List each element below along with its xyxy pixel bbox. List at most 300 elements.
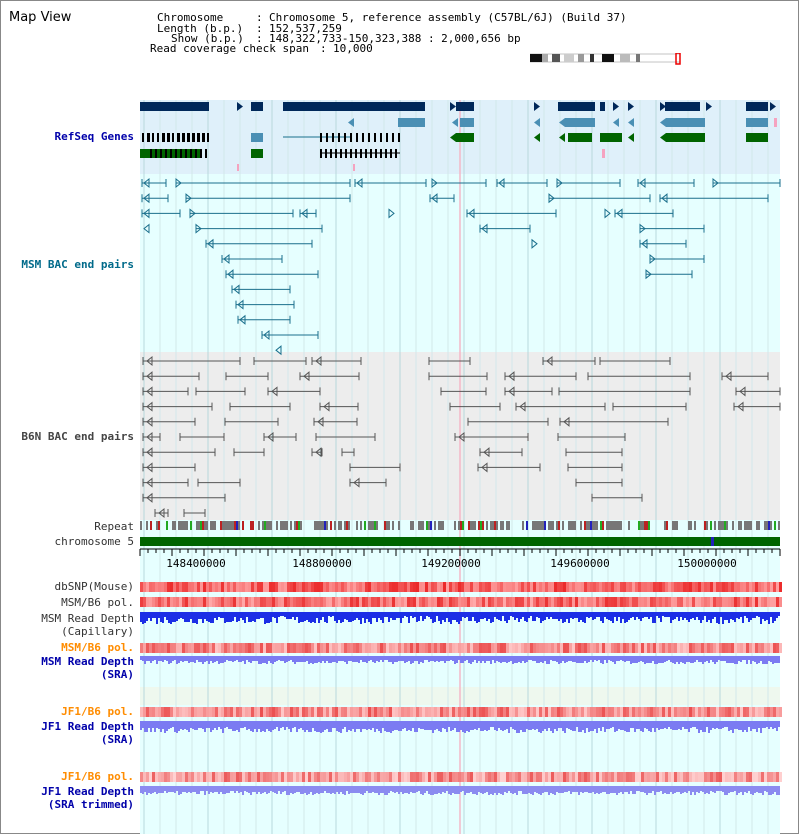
heat-cell: [479, 597, 482, 607]
depth-bar: [590, 612, 592, 617]
heat-cell: [149, 643, 152, 653]
depth-bar: [408, 612, 410, 623]
depth-bar: [564, 786, 566, 792]
heat-cell: [725, 707, 728, 717]
heat-cell: [551, 582, 554, 592]
repeat-mark: [294, 521, 296, 530]
heat-cell: [479, 643, 482, 653]
heat-cell: [617, 772, 620, 782]
repeat-mark: [492, 521, 494, 530]
depth-bar: [360, 612, 362, 624]
heat-cell: [452, 582, 455, 592]
depth-bar: [236, 721, 238, 730]
heat-cell: [398, 707, 401, 717]
depth-bar: [418, 721, 420, 728]
depth-bar: [246, 721, 248, 730]
heat-cell: [500, 707, 503, 717]
depth-bar: [728, 612, 730, 623]
heat-cell: [671, 582, 674, 592]
depth-bar: [178, 656, 180, 663]
depth-bar: [324, 721, 326, 730]
depth-bar: [528, 656, 530, 660]
repeat-mark: [640, 521, 642, 530]
depth-bar: [552, 612, 554, 619]
heat-cell: [410, 597, 413, 607]
depth-bar: [438, 786, 440, 793]
heat-cell: [482, 643, 485, 653]
depth-bar: [196, 656, 198, 660]
depth-bar: [494, 786, 496, 793]
heat-cell: [686, 582, 689, 592]
heat-cell: [371, 707, 374, 717]
depth-bar: [516, 612, 518, 618]
depth-bar: [298, 786, 300, 792]
depth-bar: [358, 612, 360, 620]
depth-bar: [598, 612, 600, 617]
depth-bar: [724, 612, 726, 620]
heat-cell: [257, 597, 260, 607]
depth-bar: [250, 786, 252, 795]
depth-bar: [576, 721, 578, 727]
depth-bar: [454, 612, 456, 620]
depth-bar: [756, 612, 758, 616]
depth-bar: [154, 721, 156, 732]
depth-bar: [640, 656, 642, 661]
heat-cell: [254, 772, 257, 782]
depth-bar: [452, 786, 454, 793]
heat-cell: [554, 582, 557, 592]
depth-bar: [242, 612, 244, 620]
depth-bar: [766, 612, 768, 620]
heat-cell: [290, 772, 293, 782]
repeat-mark: [242, 521, 244, 530]
depth-bar: [358, 721, 360, 729]
depth-bar: [450, 612, 452, 624]
depth-bar: [262, 721, 264, 731]
depth-bar: [742, 612, 744, 623]
heat-cell: [320, 582, 323, 592]
depth-bar: [646, 656, 648, 663]
length-sep: :: [256, 22, 263, 35]
heat-cell: [467, 597, 470, 607]
heat-cell: [485, 597, 488, 607]
repeat-mark: [738, 521, 740, 530]
heat-cell: [389, 707, 392, 717]
depth-bar: [326, 721, 328, 729]
depth-bar: [338, 612, 340, 620]
depth-bar: [478, 656, 480, 661]
depth-bar: [454, 786, 456, 794]
depth-bar: [468, 786, 470, 793]
depth-bar: [238, 721, 240, 732]
heat-cell: [572, 582, 575, 592]
depth-bar: [346, 721, 348, 732]
depth-bar: [614, 656, 616, 664]
depth-bar: [652, 656, 654, 661]
depth-bar: [608, 721, 610, 729]
depth-bar: [330, 721, 332, 732]
depth-bar: [658, 612, 660, 618]
heat-cell: [386, 597, 389, 607]
heat-cell: [530, 582, 533, 592]
repeat-mark: [468, 521, 470, 530]
repeat-mark: [724, 521, 726, 530]
depth-bar: [276, 612, 278, 623]
depth-bar: [444, 786, 446, 793]
depth-bar: [678, 656, 680, 664]
depth-bar: [646, 612, 648, 617]
depth-bar: [470, 656, 472, 664]
depth-bar: [344, 721, 346, 727]
depth-bar: [614, 721, 616, 732]
heat-cell: [734, 707, 737, 717]
depth-bar: [730, 786, 732, 792]
depth-bar: [386, 656, 388, 660]
heat-cell: [497, 597, 500, 607]
heat-cell: [269, 582, 272, 592]
depth-bar: [186, 786, 188, 793]
heat-cell: [287, 707, 290, 717]
heat-cell: [461, 643, 464, 653]
depth-bar: [682, 786, 684, 793]
depth-bar: [710, 721, 712, 730]
depth-bar: [244, 721, 246, 727]
depth-bar: [644, 612, 646, 617]
depth-bar: [768, 612, 770, 624]
heat-cell: [188, 582, 191, 592]
depth-bar: [736, 786, 738, 795]
heat-cell: [197, 772, 200, 782]
depth-bar: [728, 786, 730, 793]
depth-bar: [320, 656, 322, 663]
heat-cell: [500, 772, 503, 782]
repeat-mark: [500, 521, 502, 530]
heat-cell: [656, 772, 659, 782]
heat-cell: [692, 597, 695, 607]
depth-bar: [182, 721, 184, 730]
heat-cell: [362, 582, 365, 592]
exon-tick: [182, 133, 185, 142]
heat-cell: [554, 772, 557, 782]
depth-bar: [260, 612, 262, 618]
heat-cell: [767, 582, 770, 592]
heat-cell: [218, 707, 221, 717]
depth-bar: [602, 656, 604, 664]
depth-bar: [406, 656, 408, 662]
heat-cell: [518, 597, 521, 607]
heat-cell: [209, 582, 212, 592]
heat-cell: [446, 582, 449, 592]
heat-cell: [617, 597, 620, 607]
heat-cell: [152, 643, 155, 653]
heat-cell: [494, 707, 497, 717]
depth-bar: [332, 786, 334, 793]
heat-cell: [299, 597, 302, 607]
depth-bar: [678, 612, 680, 621]
depth-bar: [294, 786, 296, 793]
depth-bar: [678, 721, 680, 729]
depth-bar: [342, 656, 344, 661]
depth-bar: [264, 656, 266, 663]
depth-bar: [498, 786, 500, 793]
repeat-mark: [384, 521, 386, 530]
heat-cell: [578, 772, 581, 782]
repeat-mark: [714, 521, 716, 530]
heat-cell: [641, 582, 644, 592]
heat-cell: [698, 707, 701, 717]
heat-cell: [359, 772, 362, 782]
gene-block: [251, 133, 263, 142]
heat-cell: [350, 772, 353, 782]
heat-cell: [623, 597, 626, 607]
heat-cell: [293, 582, 296, 592]
depth-bar: [372, 786, 374, 792]
depth-bar: [518, 656, 520, 662]
depth-bar: [482, 612, 484, 619]
heat-cell: [485, 582, 488, 592]
depth-bar: [206, 656, 208, 661]
heat-cell: [692, 582, 695, 592]
depth-bar: [622, 656, 624, 661]
depth-bar: [574, 612, 576, 618]
depth-bar: [382, 721, 384, 728]
heat-cell: [212, 707, 215, 717]
depth-bar: [290, 786, 292, 793]
depth-bar: [666, 786, 668, 794]
depth-bar: [366, 656, 368, 663]
heat-cell: [287, 597, 290, 607]
repeat-mark: [258, 521, 260, 530]
depth-bar: [270, 721, 272, 732]
depth-bar: [452, 656, 454, 661]
heat-cell: [140, 582, 143, 592]
depth-bar: [722, 656, 724, 661]
repeat-mark: [286, 521, 288, 530]
depth-bar: [498, 656, 500, 662]
heat-cell: [194, 582, 197, 592]
depth-bar: [368, 612, 370, 622]
depth-bar: [222, 656, 224, 663]
depth-bar: [370, 721, 372, 730]
depth-bar: [282, 656, 284, 661]
depth-bar: [592, 786, 594, 792]
depth-bar: [148, 786, 150, 793]
depth-bar: [302, 786, 304, 794]
heat-cell: [635, 707, 638, 717]
heat-cell: [530, 772, 533, 782]
heat-cell: [278, 707, 281, 717]
depth-bar: [514, 786, 516, 793]
heat-cell: [746, 643, 749, 653]
depth-bar: [602, 786, 604, 792]
heat-cell: [428, 707, 431, 717]
heat-cell: [461, 582, 464, 592]
heat-cell: [677, 597, 680, 607]
exon-tick: [320, 133, 322, 142]
heat-cell: [692, 707, 695, 717]
depth-bar: [196, 721, 198, 730]
depth-bar: [524, 721, 526, 732]
heat-cell: [581, 582, 584, 592]
depth-bar: [672, 656, 674, 663]
depth-bar: [628, 786, 630, 794]
heat-cell: [437, 643, 440, 653]
depth-bar: [752, 786, 754, 795]
depth-bar: [722, 612, 724, 624]
depth-bar: [256, 656, 258, 661]
depth-bar: [772, 786, 774, 794]
depth-bar: [176, 721, 178, 733]
depth-bar: [428, 786, 430, 794]
depth-bar: [232, 656, 234, 662]
depth-bar: [162, 656, 164, 662]
heat-cell: [158, 772, 161, 782]
heat-cell: [245, 643, 248, 653]
depth-bar: [610, 656, 612, 661]
heat-cell: [758, 707, 761, 717]
heat-cell: [548, 643, 551, 653]
heat-cell: [578, 707, 581, 717]
depth-bar: [506, 656, 508, 663]
depth-bar: [672, 721, 674, 730]
heat-cell: [593, 707, 596, 717]
repeat-mark: [316, 521, 318, 530]
depth-bar: [518, 786, 520, 791]
depth-bar: [478, 786, 480, 792]
depth-bar: [184, 786, 186, 792]
depth-bar: [172, 786, 174, 792]
heat-cell: [341, 597, 344, 607]
depth-bar: [610, 786, 612, 793]
depth-bar: [596, 786, 598, 793]
heat-cell: [299, 582, 302, 592]
depth-bar: [618, 721, 620, 729]
depth-bar: [542, 612, 544, 621]
repeat-mark: [558, 521, 560, 530]
depth-bar: [772, 721, 774, 729]
depth-bar: [776, 656, 778, 663]
heat-cell: [623, 772, 626, 782]
exon-tick: [172, 133, 174, 142]
heat-cell: [602, 582, 605, 592]
repeat-mark: [140, 521, 142, 530]
heat-cell: [266, 772, 269, 782]
depth-bar: [240, 612, 242, 618]
heat-cell: [524, 597, 527, 607]
heat-cell: [179, 643, 182, 653]
depth-bar: [620, 721, 622, 730]
heat-cell: [245, 582, 248, 592]
heat-cell: [419, 582, 422, 592]
depth-bar: [392, 656, 394, 664]
heat-cell: [215, 582, 218, 592]
heat-cell: [614, 597, 617, 607]
heat-cell: [680, 582, 683, 592]
heat-cell: [173, 582, 176, 592]
heat-cell: [659, 707, 662, 717]
heat-cell: [290, 707, 293, 717]
heat-cell: [527, 597, 530, 607]
depth-bar: [748, 786, 750, 791]
heat-cell: [584, 772, 587, 782]
msm-bac-label: MSM BAC end pairs: [21, 258, 134, 271]
repeat-mark: [182, 521, 184, 530]
depth-bar: [270, 656, 272, 663]
depth-bar: [750, 721, 752, 731]
depth-bar: [530, 786, 532, 794]
heat-cell: [428, 772, 431, 782]
heat-cell: [209, 707, 212, 717]
depth-bar: [344, 612, 346, 619]
depth-bar: [236, 656, 238, 660]
show-value: 148,322,733-150,323,388 : 2,000,656 bp: [269, 32, 521, 45]
heat-cell: [554, 643, 557, 653]
heat-cell: [389, 597, 392, 607]
heat-cell: [368, 707, 371, 717]
heat-cell: [407, 597, 410, 607]
depth-bar: [770, 786, 772, 795]
heat-cell: [440, 707, 443, 717]
heat-cell: [572, 597, 575, 607]
heat-cell: [713, 643, 716, 653]
depth-bar: [298, 612, 300, 623]
heat-cell: [365, 582, 368, 592]
heat-cell: [197, 643, 200, 653]
repeat-mark: [556, 521, 558, 530]
heat-cell: [680, 643, 683, 653]
depth-bar: [664, 656, 666, 662]
depth-bar: [640, 786, 642, 792]
depth-bar: [290, 721, 292, 732]
depth-bar: [224, 721, 226, 728]
depth-bar: [220, 656, 222, 663]
heat-cell: [155, 597, 158, 607]
depth-bar: [448, 721, 450, 727]
heat-cell: [542, 597, 545, 607]
depth-bar: [532, 721, 534, 729]
heat-cell: [386, 707, 389, 717]
heat-cell: [434, 772, 437, 782]
depth-bar: [612, 721, 614, 727]
heat-cell: [608, 597, 611, 607]
depth-bar: [570, 656, 572, 661]
repeat-mark: [532, 521, 534, 530]
depth-bar: [344, 786, 346, 795]
heat-cell: [722, 772, 725, 782]
depth-bar: [650, 721, 652, 732]
depth-bar: [312, 656, 314, 664]
depth-bar: [170, 612, 172, 624]
depth-bar: [148, 612, 150, 618]
refseq-marker: [602, 149, 605, 158]
depth-bar: [730, 721, 732, 730]
depth-bar: [632, 721, 634, 728]
heat-cell: [278, 582, 281, 592]
heat-cell: [611, 707, 614, 717]
heat-cell: [152, 772, 155, 782]
heat-cell: [638, 582, 641, 592]
depth-bar: [760, 656, 762, 661]
exon-tick: [167, 133, 170, 142]
heat-cell: [467, 707, 470, 717]
heat-cell: [551, 597, 554, 607]
heat-cell: [332, 643, 335, 653]
depth-bar: [318, 656, 320, 662]
heat-cell: [584, 582, 587, 592]
depth-bar: [458, 612, 460, 624]
depth-bar: [322, 656, 324, 661]
depth-bar: [540, 612, 542, 623]
